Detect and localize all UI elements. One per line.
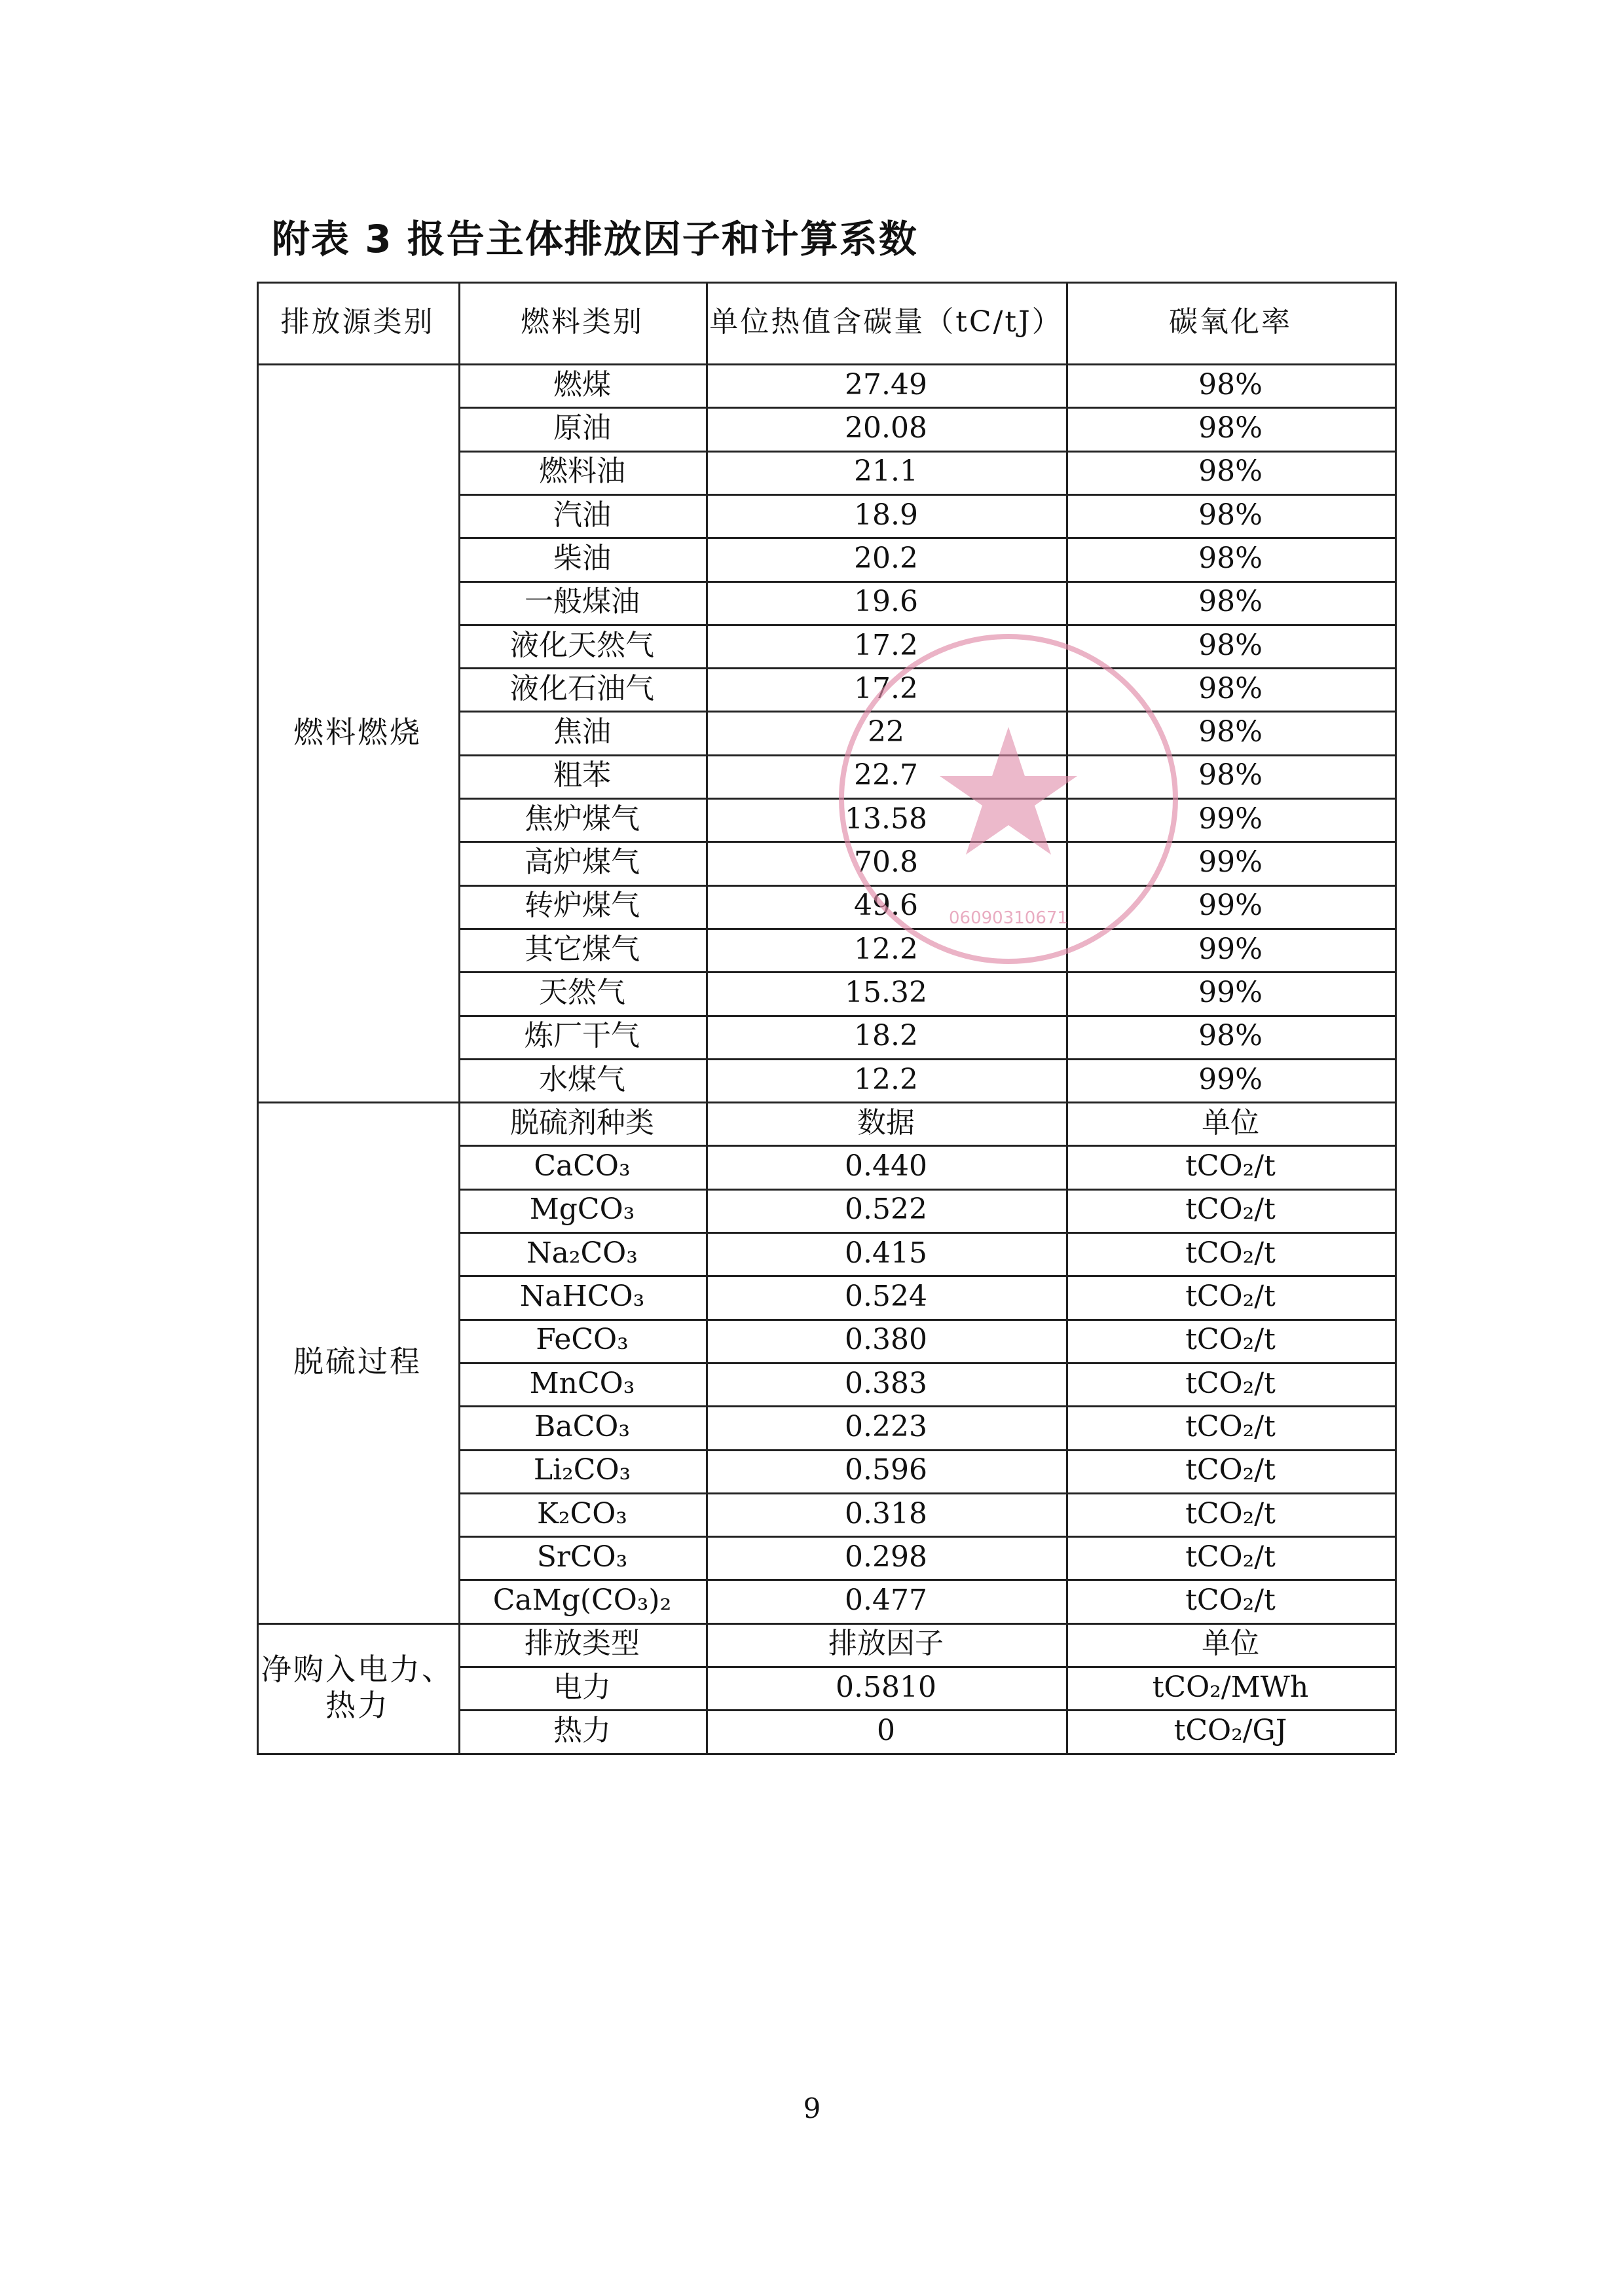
table-hline — [257, 1753, 1395, 1755]
table-hline — [458, 1275, 1395, 1277]
row-value: 0.477 — [845, 1583, 927, 1618]
row-value: 12.2 — [854, 1062, 918, 1096]
row-value: 排放因子 — [828, 1627, 944, 1661]
table-hline — [458, 624, 1395, 626]
row-value: 0.415 — [845, 1236, 927, 1270]
row-unit: 99% — [1198, 1062, 1263, 1096]
row-value: 22 — [868, 715, 904, 749]
category-label: 燃料燃烧 — [293, 714, 422, 750]
table-hline — [458, 667, 1395, 669]
table-hline — [458, 885, 1395, 887]
table-hline — [458, 1449, 1395, 1451]
row-unit: 98% — [1198, 1019, 1263, 1053]
row-label: 液化石油气 — [510, 671, 654, 705]
row-value: 13.58 — [845, 802, 927, 836]
row-label: NaHCO₃ — [519, 1280, 645, 1314]
table-hline — [458, 1319, 1395, 1321]
table-hline — [458, 1709, 1395, 1711]
row-unit: 98% — [1198, 628, 1263, 662]
row-label: 高炉煤气 — [525, 845, 640, 880]
row-label: 热力 — [553, 1714, 611, 1748]
row-unit: tCO₂/MWh — [1152, 1670, 1309, 1704]
table-hline — [458, 407, 1395, 409]
table-vline — [706, 282, 708, 1753]
row-label: SrCO₃ — [536, 1540, 628, 1574]
row-value: 70.8 — [854, 845, 918, 880]
row-value: 0.522 — [845, 1193, 927, 1227]
table-vline — [1395, 282, 1397, 1753]
row-label: 液化天然气 — [510, 628, 654, 662]
table-hline — [458, 1666, 1395, 1668]
row-label: 燃煤 — [553, 367, 611, 401]
table-hline — [458, 1579, 1395, 1581]
row-unit: 99% — [1198, 932, 1263, 966]
table-hline — [458, 581, 1395, 583]
row-label: FeCO₃ — [536, 1323, 629, 1357]
table-hline — [458, 1189, 1395, 1191]
table-hline — [458, 1015, 1395, 1017]
row-value: 20.2 — [854, 541, 918, 575]
row-unit: tCO₂/GJ — [1173, 1714, 1287, 1748]
row-unit: tCO₂/t — [1185, 1236, 1276, 1270]
row-unit: 98% — [1198, 541, 1263, 575]
row-label: 其它煤气 — [525, 932, 640, 966]
table-hline — [458, 1145, 1395, 1147]
table-hline — [458, 1536, 1395, 1538]
row-value: 19.6 — [854, 585, 918, 619]
row-label: 粗苯 — [553, 758, 611, 792]
row-value: 0.318 — [845, 1496, 927, 1530]
table-hline — [458, 537, 1395, 539]
row-value: 17.2 — [854, 671, 918, 705]
table-hline — [458, 1405, 1395, 1407]
row-unit: tCO₂/t — [1185, 1280, 1276, 1314]
row-unit: 单位 — [1202, 1105, 1259, 1139]
row-label: CaCO₃ — [534, 1149, 631, 1183]
row-unit: 98% — [1198, 715, 1263, 749]
row-label: MnCO₃ — [529, 1366, 635, 1400]
row-label: 原油 — [553, 411, 611, 445]
column-header: 单位热值含碳量（tC/tJ） — [709, 305, 1063, 339]
table-hline — [458, 1058, 1395, 1060]
row-label: 脱硫剂种类 — [510, 1105, 654, 1139]
row-value: 12.2 — [854, 932, 918, 966]
row-unit: 98% — [1198, 454, 1263, 489]
table-hline — [458, 754, 1395, 756]
table-hline — [257, 363, 1395, 365]
row-value: 49.6 — [854, 889, 918, 923]
row-label: 燃料油 — [539, 454, 625, 489]
table-hline — [257, 1623, 1395, 1625]
row-label: Na₂CO₃ — [526, 1236, 638, 1270]
row-unit: 98% — [1198, 411, 1263, 445]
table-vline — [458, 282, 460, 1753]
svg-text:06090310671: 06090310671 — [949, 908, 1068, 928]
row-value: 18.9 — [854, 498, 918, 532]
column-header: 碳氧化率 — [1169, 305, 1292, 339]
row-value: 0 — [877, 1714, 895, 1748]
table-hline — [458, 494, 1395, 496]
table-hline — [458, 798, 1395, 800]
row-value: 0.380 — [845, 1323, 927, 1357]
column-header: 燃料类别 — [521, 305, 644, 339]
row-label: K₂CO₃ — [537, 1496, 627, 1530]
table-hline — [257, 282, 1395, 284]
category-label: 净购入电力、热力 — [261, 1651, 454, 1724]
table-hline — [458, 711, 1395, 713]
row-unit: 99% — [1198, 802, 1263, 836]
row-unit: tCO₂/t — [1185, 1323, 1276, 1357]
row-label: Li₂CO₃ — [533, 1453, 631, 1487]
row-label: 水煤气 — [539, 1062, 625, 1096]
table-hline — [458, 841, 1395, 843]
row-value: 20.08 — [845, 411, 927, 445]
table-title: 附表 3 报告主体排放因子和计算系数 — [272, 217, 918, 261]
row-label: 电力 — [553, 1670, 611, 1704]
row-value: 数据 — [857, 1105, 915, 1139]
row-unit: 98% — [1198, 758, 1263, 792]
row-value: 0.440 — [845, 1149, 927, 1183]
column-header: 排放源类别 — [280, 305, 435, 339]
table-vline — [257, 282, 259, 1753]
row-unit: tCO₂/t — [1185, 1149, 1276, 1183]
row-value: 15.32 — [845, 975, 927, 1009]
row-unit: tCO₂/t — [1185, 1583, 1276, 1618]
row-value: 0.524 — [845, 1280, 927, 1314]
row-unit: 99% — [1198, 845, 1263, 880]
row-value: 0.596 — [845, 1453, 927, 1487]
category-label: 脱硫过程 — [293, 1344, 422, 1380]
row-unit: 99% — [1198, 975, 1263, 1009]
row-value: 27.49 — [845, 367, 927, 401]
row-unit: 99% — [1198, 889, 1263, 923]
row-value: 0.223 — [845, 1409, 927, 1443]
row-unit: 98% — [1198, 498, 1263, 532]
row-value: 0.298 — [845, 1540, 927, 1574]
row-label: 焦炉煤气 — [525, 802, 640, 836]
row-label: 汽油 — [553, 498, 611, 532]
page-number: 9 — [803, 2092, 821, 2124]
row-unit: 98% — [1198, 367, 1263, 401]
row-value: 17.2 — [854, 628, 918, 662]
table-hline — [458, 928, 1395, 930]
row-label: 一般煤油 — [525, 585, 640, 619]
row-unit: 单位 — [1202, 1627, 1259, 1661]
row-value: 21.1 — [854, 454, 918, 489]
row-unit: 98% — [1198, 671, 1263, 705]
table-hline — [458, 1492, 1395, 1494]
table-hline — [458, 451, 1395, 453]
row-value: 22.7 — [854, 758, 918, 792]
row-label: 柴油 — [553, 541, 611, 575]
row-label: MgCO₃ — [529, 1193, 635, 1227]
row-label: 炼厂干气 — [525, 1019, 640, 1053]
row-label: CaMg(CO₃)₂ — [492, 1583, 672, 1618]
row-unit: tCO₂/t — [1185, 1409, 1276, 1443]
row-value: 0.5810 — [836, 1670, 936, 1704]
row-label: 天然气 — [539, 975, 625, 1009]
row-label: 转炉煤气 — [525, 889, 640, 923]
row-value: 0.383 — [845, 1366, 927, 1400]
table-hline — [458, 971, 1395, 973]
table-hline — [458, 1362, 1395, 1364]
row-label: 焦油 — [553, 715, 611, 749]
row-label: 排放类型 — [525, 1627, 640, 1661]
row-unit: tCO₂/t — [1185, 1540, 1276, 1574]
row-unit: tCO₂/t — [1185, 1453, 1276, 1487]
row-unit: tCO₂/t — [1185, 1193, 1276, 1227]
row-label: BaCO₃ — [534, 1409, 630, 1443]
row-value: 18.2 — [854, 1019, 918, 1053]
table-vline — [1066, 282, 1068, 1753]
table-hline — [257, 1102, 1395, 1103]
row-unit: tCO₂/t — [1185, 1366, 1276, 1400]
row-unit: 98% — [1198, 585, 1263, 619]
table-hline — [458, 1232, 1395, 1234]
row-unit: tCO₂/t — [1185, 1496, 1276, 1530]
